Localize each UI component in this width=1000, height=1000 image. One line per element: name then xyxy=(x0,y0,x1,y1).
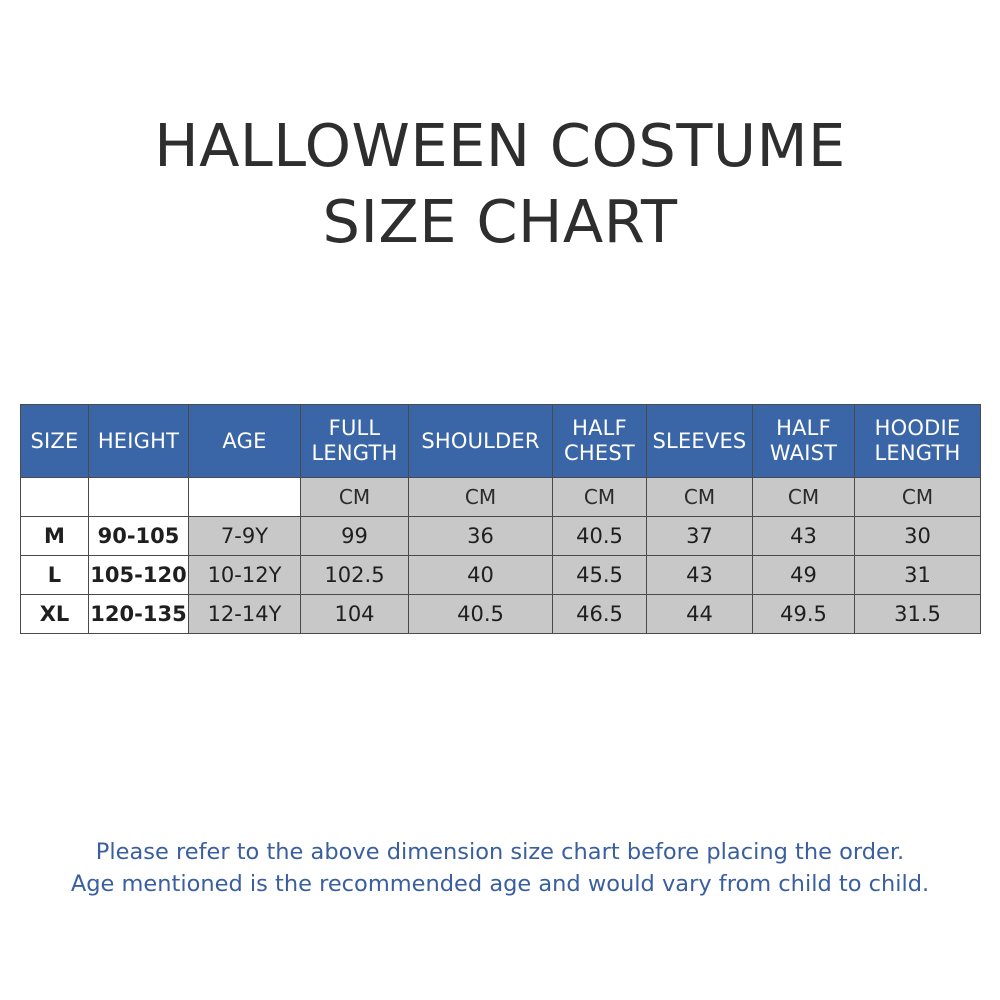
column-header-sleeves-label: SLEEVES xyxy=(652,428,747,453)
column-header-shoulder-label: SHOULDER xyxy=(421,428,540,453)
unit-cell-sleeves: CM xyxy=(647,478,753,517)
cell-half-chest: 46.5 xyxy=(553,595,647,634)
cell-half-waist: 43 xyxy=(753,517,855,556)
size-chart-table-wrapper xyxy=(20,404,980,634)
unit-cell-full-length: CM xyxy=(301,478,409,517)
column-header-height-label: HEIGHT xyxy=(97,428,180,453)
column-header-age-label: AGE xyxy=(222,428,267,453)
table-row xyxy=(21,517,981,556)
cell-shoulder: 40.5 xyxy=(409,595,553,634)
table-units-row xyxy=(21,478,981,517)
table-row xyxy=(21,556,981,595)
size-chart-table xyxy=(20,404,981,634)
column-header-full-length-line-1: FULL xyxy=(328,416,381,440)
table-row xyxy=(21,595,981,634)
cell-sleeves: 43 xyxy=(647,556,753,595)
column-header-half-chest xyxy=(553,405,647,478)
unit-cell-shoulder: CM xyxy=(409,478,553,517)
column-header-sleeves xyxy=(647,405,753,478)
cell-half-chest: 45.5 xyxy=(553,556,647,595)
column-header-half-chest-line-1: HALF xyxy=(572,416,627,440)
cell-full-length: 99 xyxy=(301,517,409,556)
table-header-row xyxy=(21,405,981,478)
cell-half-chest: 40.5 xyxy=(553,517,647,556)
cell-height: 90-105 xyxy=(89,517,189,556)
cell-full-length: 104 xyxy=(301,595,409,634)
cell-half-waist: 49.5 xyxy=(753,595,855,634)
cell-age: 12-14Y xyxy=(189,595,301,634)
column-header-size xyxy=(21,405,89,478)
unit-cell-hoodie-length: CM xyxy=(855,478,981,517)
column-header-half-waist-line-1: HALF xyxy=(776,416,831,440)
column-header-age xyxy=(189,405,301,478)
cell-size: M xyxy=(21,517,89,556)
unit-cell-height xyxy=(89,478,189,517)
cell-age: 10-12Y xyxy=(189,556,301,595)
column-header-hoodie-length-line-1: HOODIE xyxy=(874,416,961,440)
column-header-shoulder xyxy=(409,405,553,478)
column-header-size-label: SIZE xyxy=(30,428,79,453)
footnote-line-2: Age mentioned is the recommended age and would vary from child to child. xyxy=(70,871,930,897)
footnote xyxy=(0,836,1000,900)
cell-hoodie-length: 31 xyxy=(855,556,981,595)
column-header-hoodie-length xyxy=(855,405,981,478)
column-header-full-length xyxy=(301,405,409,478)
cell-age: 7-9Y xyxy=(189,517,301,556)
cell-full-length: 102.5 xyxy=(301,556,409,595)
cell-size: XL xyxy=(21,595,89,634)
column-header-half-waist-line-2: WAIST xyxy=(769,441,838,465)
cell-sleeves: 44 xyxy=(647,595,753,634)
cell-hoodie-length: 30 xyxy=(855,517,981,556)
unit-cell-size xyxy=(21,478,89,517)
cell-height: 120-135 xyxy=(89,595,189,634)
page-title-line-2: SIZE CHART xyxy=(322,187,678,256)
unit-cell-half-chest: CM xyxy=(553,478,647,517)
column-header-half-waist xyxy=(753,405,855,478)
cell-hoodie-length: 31.5 xyxy=(855,595,981,634)
cell-size: L xyxy=(21,556,89,595)
cell-shoulder: 36 xyxy=(409,517,553,556)
column-header-height xyxy=(89,405,189,478)
cell-sleeves: 37 xyxy=(647,517,753,556)
unit-cell-age xyxy=(189,478,301,517)
cell-height: 105-120 xyxy=(89,556,189,595)
column-header-full-length-line-2: LENGTH xyxy=(311,441,398,465)
unit-cell-half-waist: CM xyxy=(753,478,855,517)
cell-half-waist: 49 xyxy=(753,556,855,595)
cell-shoulder: 40 xyxy=(409,556,553,595)
footnote-line-1: Please refer to the above dimension size chart before placing the order. xyxy=(95,839,905,865)
column-header-hoodie-length-line-2: LENGTH xyxy=(874,441,961,465)
column-header-half-chest-line-2: CHEST xyxy=(564,441,635,465)
page-title-line-1: HALLOWEEN COSTUME xyxy=(154,111,846,180)
page-title xyxy=(0,108,1000,260)
